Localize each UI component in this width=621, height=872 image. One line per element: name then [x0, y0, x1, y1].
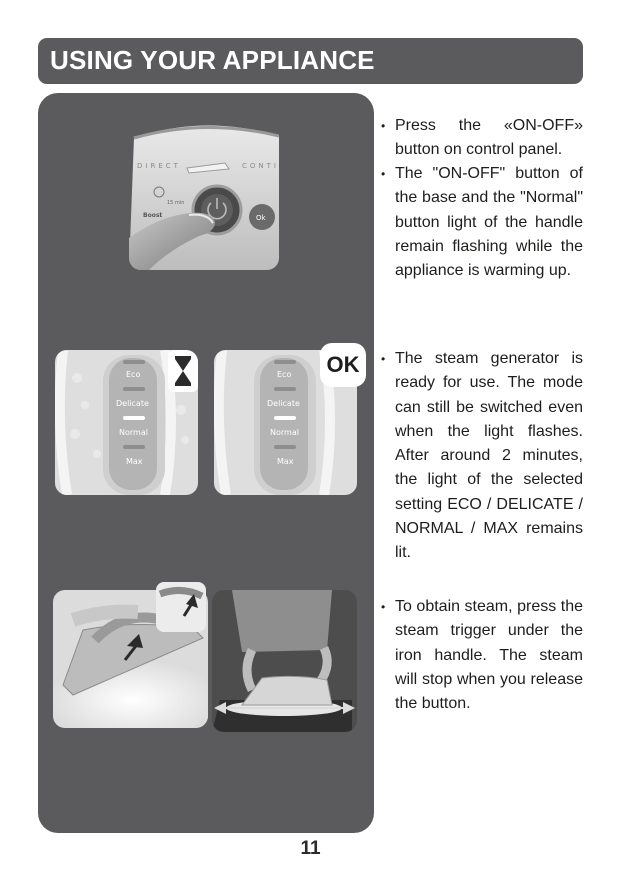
bullet-dot: •: [381, 352, 386, 366]
ok-button-label: Ok: [256, 214, 266, 222]
instruction-item: [381, 162, 583, 283]
instruction-text-3: The steam generator is ready for use. The mode can still be switched even when the light flashes. After around 2 minutes, the light of the selected setting ECO / DELICATE / NORMAL / MAX remains lit.: [395, 350, 583, 562]
control-panel-illustration: [129, 118, 279, 270]
instruction-item: [381, 347, 583, 566]
person-figure: [232, 590, 332, 652]
instruction-item: [381, 595, 583, 716]
mode-normal: Normal: [119, 428, 148, 437]
person-ironing-illustration: [212, 590, 357, 732]
trigger-detail-inset: [156, 582, 206, 632]
section-title: USING YOUR APPLIANCE: [50, 45, 375, 75]
mode-max-ready: Max: [277, 457, 294, 466]
mode-delicate: Delicate: [116, 399, 149, 408]
direct-label: DIRECT: [137, 162, 181, 170]
instruction-text-4: To obtain steam, press the steam trigger under the iron handle. The steam will stop when you release the button.: [395, 598, 583, 713]
illustration-panel: [38, 93, 374, 833]
boost-label: Boost: [143, 212, 163, 219]
bullet-dot: •: [381, 119, 386, 133]
mode-delicate-ready: Delicate: [267, 399, 300, 408]
ok-badge: [320, 343, 366, 387]
instruction-text-2: The "ON-OFF" button of the base and the "Normal" button light of the handle remain flashing while the appliance is warming up.: [395, 165, 583, 280]
continuous-label: CONTI: [242, 162, 279, 170]
handle-modes-flashing-illustration: [55, 350, 198, 495]
mode-eco-ready: Eco: [277, 370, 292, 379]
mode-normal-ready: Normal: [270, 428, 299, 437]
page-number: 11: [300, 838, 321, 859]
bullet-dot: •: [381, 167, 386, 181]
bullet-dot: •: [381, 600, 386, 614]
instruction-item: [381, 114, 583, 163]
section-header: [38, 38, 583, 84]
mode-eco: Eco: [126, 370, 141, 379]
instruction-text-1: Press the «ON-OFF» button on control panel.: [395, 117, 583, 159]
ok-badge-label: OK: [326, 352, 360, 377]
mode-max: Max: [126, 457, 143, 466]
timer-label: 15 min: [167, 200, 185, 206]
